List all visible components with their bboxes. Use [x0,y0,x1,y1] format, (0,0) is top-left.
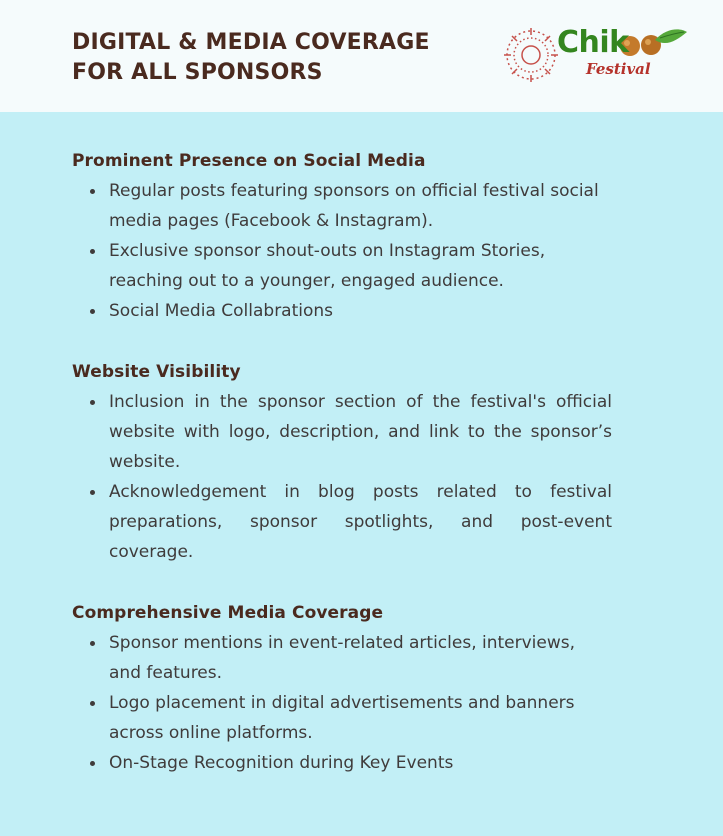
coverage-content [72,146,612,809]
page-title-line-1: DIGITAL & MEDIA COVERAGE [72,30,430,55]
media-coverage-list [72,628,612,778]
page-title [72,28,430,88]
social-media-list [72,176,612,326]
media-coverage-heading: Comprehensive Media Coverage [72,603,384,623]
website-visibility-item: Acknowledgement in blog posts related to festival preparations, sponsor spotlights, and post-event coverage. [109,477,612,567]
logo-wordmark: Chik [557,25,629,60]
social-media-item: Regular posts featuring sponsors on official festival social media pages (Facebook & Instagram). [109,176,612,236]
logo-subtitle: Festival [586,60,651,78]
social-media-heading: Prominent Presence on Social Media [72,151,426,171]
social-media-item: Exclusive sponsor shout-outs on Instagram Stories, reaching out to a younger, engaged audience. [109,236,612,296]
page-header [0,0,723,112]
page-title-line-2: FOR ALL SPONSORS [72,60,323,85]
leaf-icon [655,29,687,43]
media-coverage-item: On-Stage Recognition during Key Events [109,748,612,778]
website-visibility-heading: Website Visibility [72,362,241,382]
media-coverage-item: Logo placement in digital advertisements and banners across online platforms. [109,688,612,748]
media-coverage-item: Sponsor mentions in event-related articles, interviews, and features. [109,628,612,688]
social-media-item: Social Media Collabrations [109,296,612,326]
social-media-section [72,146,612,326]
decorative-sun-pattern-icon [504,28,558,82]
media-coverage-section [72,598,612,778]
website-visibility-section [72,357,612,567]
website-visibility-item: Inclusion in the sponsor section of the festival's official website with logo, description, and link to the sponsor’s website. [109,387,612,477]
chikoo-festival-logo [500,20,690,90]
website-visibility-list [72,387,612,567]
